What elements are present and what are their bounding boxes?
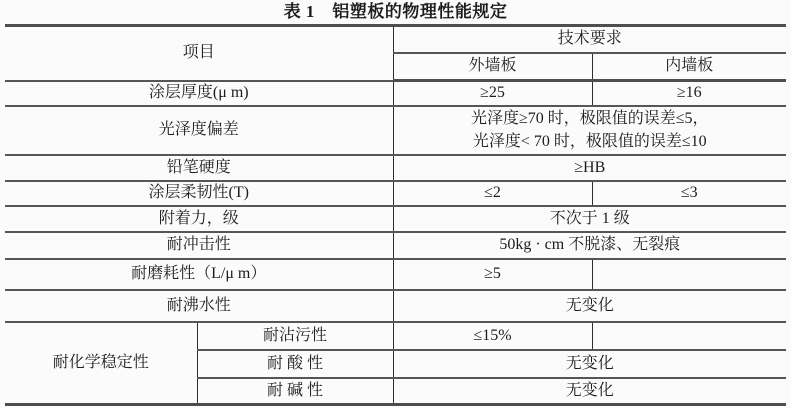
row-abrasion-resistance <box>5 259 786 290</box>
label-gloss-deviation: 光泽度偏差 <box>5 106 393 155</box>
value-pencil-hardness: ≥HB <box>393 155 786 181</box>
header-interior-panel: 内墙板 <box>592 53 786 81</box>
table-title: 表 1 铝塑板的物理性能规定 <box>283 2 508 21</box>
row-adhesion <box>5 206 786 232</box>
label-impact-resistance: 耐冲击性 <box>5 232 393 259</box>
value-stain-resistance-interior <box>592 322 786 350</box>
gloss-deviation-line1: 光泽度≥70 时，极限值的误差≤5， <box>470 110 709 127</box>
value-alkali-resistance: 无变化 <box>393 378 786 405</box>
row-boiling-water-resistance <box>5 290 786 322</box>
row-pencil-hardness <box>5 155 786 181</box>
value-abrasion-resistance-exterior: ≥5 <box>393 259 592 290</box>
header-item: 项目 <box>5 26 393 81</box>
header-row-1 <box>5 26 786 53</box>
value-gloss-deviation <box>393 106 786 155</box>
value-adhesion: 不次于 1 级 <box>393 206 786 232</box>
row-coating-thickness <box>5 81 786 106</box>
label-pencil-hardness: 铅笔硬度 <box>5 155 393 181</box>
label-boiling-water-resistance: 耐沸水性 <box>5 290 393 322</box>
label-adhesion: 附着力，级 <box>5 206 393 232</box>
label-acid-resistance: 耐 酸 性 <box>197 350 393 378</box>
value-coating-thickness-exterior: ≥25 <box>393 81 592 106</box>
label-chemical-stability: 耐化学稳定性 <box>5 322 197 405</box>
value-coating-thickness-interior: ≥16 <box>592 81 786 106</box>
label-coating-flexibility: 涂层柔韧性(T) <box>5 181 393 206</box>
value-acid-resistance: 无变化 <box>393 350 786 378</box>
label-alkali-resistance: 耐 碱 性 <box>197 378 393 405</box>
value-coating-flexibility-interior: ≤3 <box>592 181 786 206</box>
label-coating-thickness: 涂层厚度(μ m) <box>5 81 393 106</box>
value-coating-flexibility-exterior: ≤2 <box>393 181 592 206</box>
value-abrasion-resistance-interior <box>592 259 786 290</box>
row-impact-resistance <box>5 232 786 259</box>
header-exterior-panel: 外墙板 <box>393 53 592 81</box>
header-tech-requirement: 技术要求 <box>393 26 786 53</box>
row-chemical-stability-stain <box>5 322 786 350</box>
value-impact-resistance: 50kg · cm 不脱漆、无裂痕 <box>393 232 786 259</box>
physical-properties-table <box>5 24 786 406</box>
label-stain-resistance: 耐沾污性 <box>197 322 393 350</box>
row-coating-flexibility <box>5 181 786 206</box>
row-gloss-deviation <box>5 106 786 155</box>
value-boiling-water-resistance: 无变化 <box>393 290 786 322</box>
value-stain-resistance-exterior: ≤15% <box>393 322 592 350</box>
gloss-deviation-line2: 光泽度< 70 时，极限值的误差≤10 <box>472 133 707 150</box>
label-abrasion-resistance: 耐磨耗性（L/μ m） <box>5 259 393 290</box>
